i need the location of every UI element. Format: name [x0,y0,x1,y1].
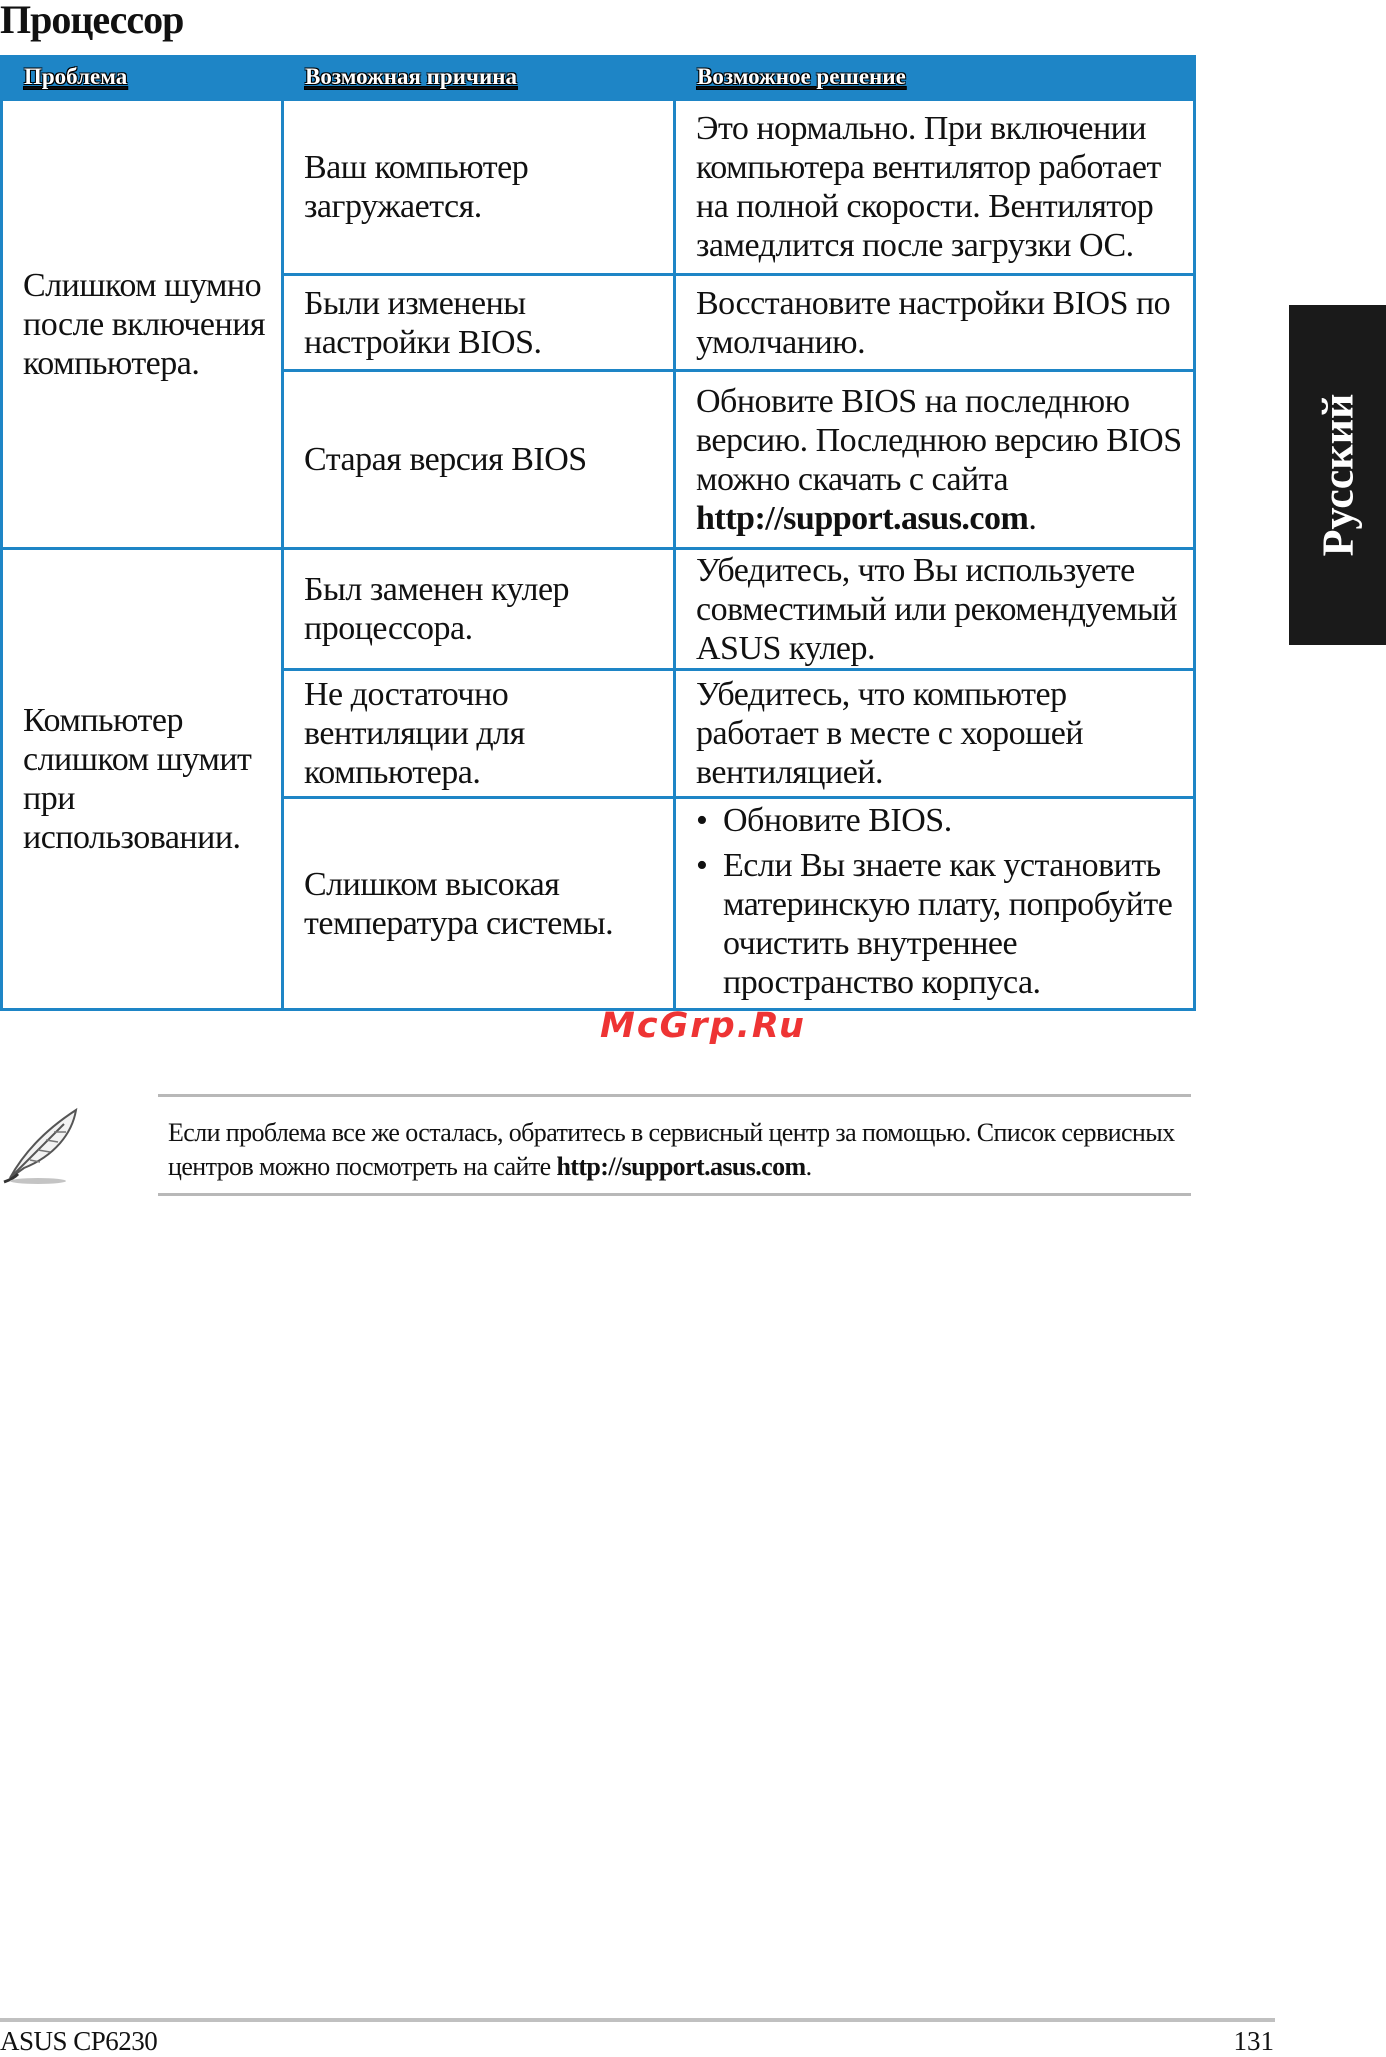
footer-model: ASUS CP6230 [0,2026,158,2056]
table-row [2,100,1195,275]
watermark: McGrp.Ru [600,1006,806,1046]
header-problem: Проблема [2,55,283,100]
solution-cell: Восстановите настройки BIOS по умолчанию. [675,275,1195,371]
solution-bullet-list [696,801,1183,1002]
solution-bullet: • Обновите BIOS. [696,801,1183,840]
note-line-2-suffix: . [805,1152,812,1181]
cause-cell: Был заменен кулер процессора. [283,549,675,670]
header-cause: Возможная причина [283,55,675,100]
solution-suffix: . [1028,499,1037,537]
table-header-row [2,55,1195,100]
note-line-2 [168,1150,1198,1184]
note-line-1: Если проблема все же осталась, обратитесь в сервисный центр за помощью. Список сервисных [168,1118,1175,1147]
note-line-2-text: центров можно посмотреть на сайте [168,1152,557,1181]
cause-cell: Слишком высокая температура системы. [283,798,675,1010]
footer-divider [0,2018,1275,2022]
cause-cell: Не достаточно вентиляции для компьютера. [283,670,675,798]
note-support-link[interactable]: http://support.asus.com [556,1152,806,1181]
table-row [2,549,1195,670]
page-title: Процессор [0,0,184,42]
cause-cell: Ваш компьютер загружается. [283,100,675,275]
solution-text: Обновите BIOS на последнюю версию. Последнюю версию BIOS можно скачать с сайта [696,382,1182,498]
page-number: 131 [1233,2026,1274,2056]
support-link[interactable]: http://support.asus.com [696,499,1029,537]
solution-bullet: • Если Вы знаете как установить материнскую плату, попробуйте очистить внутреннее пространство корпуса. [696,846,1183,1002]
note-top-divider [158,1094,1191,1097]
problem-cell: Слишком шумно после включения компьютера. [2,100,283,549]
solution-cell: Это нормально. При включении компьютера вентилятор работает на полной скорости. Вентилятор замедлится после загрузки ОС. [675,100,1195,275]
cause-cell: Были изменены настройки BIOS. [283,275,675,371]
solution-cell [675,371,1195,549]
header-solution: Возможное решение [675,55,1195,100]
note-text [168,1116,1198,1184]
note-bottom-divider [158,1193,1191,1196]
solution-cell: Убедитесь, что компьютер работает в месте с хорошей вентиляцией. [675,670,1195,798]
feather-pen-icon [0,1104,82,1186]
troubleshooting-table [0,55,1196,1011]
language-side-tab [1289,305,1386,645]
solution-cell: Убедитесь, что Вы используете совместимый или рекомендуемый ASUS кулер. [675,549,1195,670]
cause-cell: Старая версия BIOS [283,371,675,549]
problem-cell: Компьютер слишком шумит при использовании. [2,549,283,1010]
language-label: Русский [1313,393,1362,557]
solution-cell [675,798,1195,1010]
